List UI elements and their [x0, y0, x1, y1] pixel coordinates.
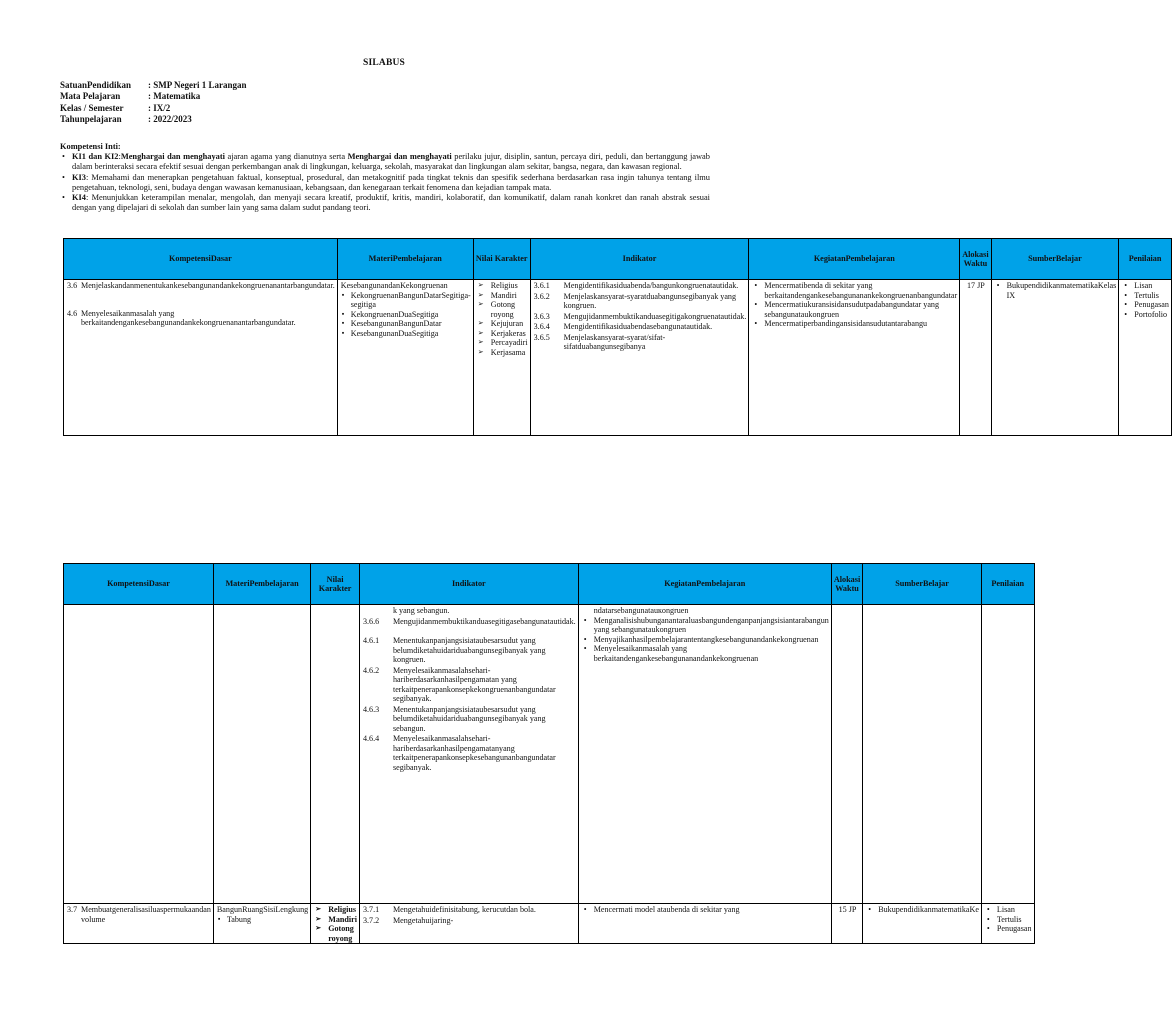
identity-label: SatuanPendidikan [60, 80, 132, 90]
indikator-text: Menjelaskansyarat-syarat/sifat-sifatduabangunsegibanya [563, 332, 666, 351]
indikator-text: Mengujidanmembuktikanduasegitigakongruenatautidak. [563, 311, 747, 321]
nilai-item: ➢ Mandiri [491, 291, 528, 301]
kd-number: 4.6 [67, 308, 78, 318]
indikator-text: Menjelaskansyarat-syaratduabangunsegibanyak yang kongruen. [563, 291, 737, 310]
indikator-item [534, 322, 747, 332]
kegiatan-cell [749, 280, 960, 436]
document-title: SILABUS [362, 58, 406, 68]
penilaian-item: • Lisan [1134, 281, 1169, 291]
kd-item [67, 309, 335, 328]
materi-cell: BangunRuangSisiLengkung ▪ Tabung [213, 904, 310, 944]
sumber-item: • BukupendidikanmatematikaKe [878, 905, 979, 915]
sumber-cell [991, 280, 1119, 436]
table-header-row [64, 564, 1035, 605]
nilai-item: ➢ Religius [328, 905, 357, 915]
ki-emphasis: Menghargai dan menghayati [347, 152, 452, 162]
indikator-item: k yang sebangun. [392, 606, 450, 615]
identity-value: : 2022/2023 [148, 114, 192, 125]
indikator-cell [359, 605, 578, 904]
penilaian-item: • Tertulis [1134, 291, 1169, 301]
sumber-cell [863, 904, 982, 944]
nilai-item: ➢ Kerjasama [491, 348, 528, 358]
nilai-cell [311, 904, 360, 944]
ki-text: : Menunjukkan keterampilan menalar, mengolah, dan menyaji secara kreatif, produktif, kritis, mandiri, kolaboratif, dan komunikatif, dalam ranah konkret dan ranah abstrak sesuai dengan yang dipelajari di sekolah dan sumber lain yang sama dalam sudut pandang teori. [72, 193, 710, 213]
indikator-number: 4.6.2 [362, 665, 380, 675]
column-header: Penilaian [981, 564, 1034, 605]
nilai-cell [473, 280, 530, 436]
identity-row [60, 114, 247, 125]
indikator-text: Mengidentifikasiduabendа/bangunkongruenatautidak. [563, 281, 739, 290]
identity-block [60, 80, 247, 126]
ki-text: perilaku jujur, disiplin, santun, percaya diri, peduli, dan bertanggung jawab dalam berinteraksi secara efektif sesuai dengan perkembangan anak di lingkungan, keluarga, sekolah, masyarakat dan lingkungan alam sekitar, bangsa, negara, dan kawasan regional. [72, 152, 710, 172]
column-header: Nilai Karakter [473, 239, 530, 280]
kegiatan-item: • Mencermatiukuransisidansudutpadabangundatar yang sebangunataukongruen [764, 300, 957, 319]
identity-row [60, 91, 247, 102]
indikator-text: Mengujidanmembuktikanduasegitigasebangunatautidak. [392, 616, 576, 626]
column-header: Alokasi Waktu [960, 239, 991, 280]
indikator-number: 4.6.4 [362, 734, 380, 743]
kegiatan-item: • Mencermatibenda di sekitar yang berkaitandengankesebangunanankekongruenanbangundatar [764, 281, 957, 300]
indikator-item [363, 617, 576, 627]
identity-value: : IX/2 [148, 102, 171, 113]
indikator-cell [530, 280, 749, 436]
identity-row [60, 80, 247, 91]
table-row [64, 280, 1172, 436]
indikator-number: 3.7.2 [362, 915, 380, 925]
alokasi-cell: 15 JP [831, 904, 862, 944]
ki-item [72, 173, 710, 193]
indikator-item [534, 333, 747, 352]
kegiatan-item: • Mencermatiperbandingansisidansudutantarabangu [764, 319, 957, 329]
nilai-item: ➢ Gotong royong [491, 300, 528, 319]
column-header: Indikator [359, 564, 578, 605]
alokasi-cell: 17 JP [960, 280, 991, 436]
kd-number: 3.6 [67, 281, 78, 290]
indikator-item [363, 905, 576, 915]
ki-emphasis: Menghargai dan menghayati [120, 152, 225, 162]
penilaian-item: • Portofolio [1134, 310, 1169, 320]
penilaian-item: • Penugasan [1134, 300, 1169, 310]
identity-value: : Matematika [148, 91, 201, 102]
ki-item [72, 152, 710, 172]
nilai-item: ➢ Kerjakeras [491, 329, 528, 339]
materi-cell [337, 280, 473, 436]
column-header: KompetensiDasar [64, 564, 214, 605]
column-header: KegiatanPembelajaran [578, 564, 831, 605]
indikator-number: 3.6.5 [533, 332, 550, 342]
penilaian-cell [981, 605, 1034, 904]
indikator-text: Menyelesaikanmasalahsehari-hariberdasarkanhasilpengamatanyang terkaitpenerapankonsepkesebangunanbangundatar segibanyak. [392, 734, 556, 772]
table-row [64, 904, 1035, 944]
nilai-item: ➢ Mandiri [328, 915, 357, 925]
column-header: MateriPembelajaran [213, 564, 310, 605]
indikator-item [534, 292, 747, 311]
indikator-item [363, 636, 576, 665]
kd-text: Menjelaskandanmenentukankesebangunandankekongruenanantarbangundatar. [81, 281, 335, 290]
indikator-text: Mengidentifikasiduabendasebangunatautidak. [563, 322, 713, 331]
kegiatan-cell [578, 605, 831, 904]
kegiatan-item: • Menyajikanhasilpembelajarantentangkesebangunandankekongruenan [594, 635, 829, 645]
indikator-number: 3.6.3 [533, 311, 550, 321]
indikator-item [534, 281, 747, 291]
indikator-text: Mengetahuidefinisitabung, kerucutdan bola. [392, 905, 536, 914]
sumber-item: • BukupendidikanmatematikaKelas IX [1007, 281, 1117, 300]
indikator-item [363, 734, 576, 772]
identity-row [60, 103, 247, 114]
ki-item [72, 193, 710, 213]
column-header: KegiatanPembelajaran [749, 239, 960, 280]
sumber-cell [863, 605, 982, 904]
materi-title: KesebangunandanKekongruenan [340, 281, 448, 290]
indikator-cell [359, 904, 578, 944]
ki-text: ajaran agama yang dianutnya serta [224, 152, 348, 162]
penilaian-cell [1119, 280, 1172, 436]
indikator-item [363, 705, 576, 734]
indikator-number: 4.6.1 [362, 636, 380, 645]
column-header: Indikator [530, 239, 749, 280]
penilaian-item: • Penugasan [997, 924, 1032, 934]
materi-item: ▪ KekongruenanDuaSegitiga [351, 310, 471, 320]
ki-key: KI4 [72, 193, 86, 203]
materi-item: ▪ Tabung [227, 915, 308, 925]
penilaian-cell [981, 904, 1034, 944]
indikator-item [363, 666, 576, 704]
ki-sep: : [118, 152, 121, 162]
indikator-number: 3.6.1 [533, 281, 550, 290]
ki-text: : Memahami dan menerapkan pengetahuan faktual, konseptual, prosedural, dan metakognitif pada tingkat teknis dan spesifik sederhana berdasarkan rasa ingin tahunya tentang ilmu pengetahuan, teknologi, seni, budaya dengan wawasan kemanusiaan, kebangsaan, dan kenegaraan terkait fenomena dan kejadian tampak mata. [72, 172, 710, 192]
table-row [64, 605, 1035, 904]
identity-label: Tahunpelajaran [60, 114, 122, 125]
table-header-row [64, 239, 1172, 280]
indikator-text: Menentukanpanjangsisiataubesarsudut yang belumdiketahuidariduabangunsegibanyak yang kongruen. [392, 636, 546, 664]
penilaian-item: • Lisan [997, 905, 1032, 915]
indikator-number: 3.7.1 [362, 905, 380, 914]
indikator-text: Mengetahuijaring- [392, 915, 454, 925]
column-header: MateriPembelajaran [337, 239, 473, 280]
indikator-number: 3.6.6 [362, 616, 380, 626]
syllabus-table-2 [63, 563, 1035, 944]
ki-key: KI3 [72, 172, 86, 182]
identity-value: : SMP Negeri 1 Larangan [148, 80, 247, 90]
indikator-item [363, 916, 576, 926]
kegiatan-cell [578, 904, 831, 944]
kegiatan-item: • Menganalisishubunganantaraluasbangundenganpanjangsisiantarabangun yang sebangunataukongruen [594, 616, 829, 635]
indikator-text: Menentukanpanjangsisiataubesarsudut yang belumdiketahuidariduabangunsegibanyak yang sebangun. [392, 704, 546, 733]
indikator-number: 4.6.3 [362, 704, 380, 714]
column-header: Penilaian [1119, 239, 1172, 280]
indikator-text: Menyelesaikanmasalahsehari-hariberdasarkanhasilpengamatan yang terkaitpenerapankonsepkekongruenanbangundatar segibanyak. [392, 665, 556, 703]
kompetensi-inti [60, 142, 710, 213]
materi-item: ▪ KekongruenanBangunDatarSegitiga-segitiga [351, 291, 471, 310]
nilai-item: ➢ Religius [491, 281, 528, 291]
nilai-item: ➢ Gotong royong [328, 924, 357, 943]
column-header: Nilai Karakter [311, 564, 360, 605]
kd-cell [64, 280, 338, 436]
nilai-item: ➢ Percayadiri [491, 338, 528, 348]
materi-cell [213, 605, 310, 904]
kd-cell [64, 605, 214, 904]
penilaian-item: • Tertulis [997, 915, 1032, 925]
ki-heading: Kompetensi Inti: [60, 142, 121, 151]
column-header: SumberBelajar [863, 564, 982, 605]
indikator-number: 3.6.2 [533, 291, 550, 301]
column-header: Alokasi Waktu [831, 564, 862, 605]
kegiatan-item: • Mencermati model ataubenda di sekitar yang [594, 905, 829, 915]
kd-text: Menyelesaikanmasalah yang berkaitandengankesebangunandankekongruenanantarbangundatar. [81, 308, 296, 327]
syllabus-table-1 [63, 238, 1172, 436]
column-header: KompetensiDasar [64, 239, 338, 280]
kegiatan-continued: ndatarsebangunatauкongruen [593, 606, 689, 615]
ki-list [60, 152, 710, 213]
indikator-item [534, 312, 747, 322]
indikator-number: 3.6.4 [533, 322, 550, 331]
ki-key: KI1 dan KI2 [72, 152, 119, 162]
kd-item [67, 281, 335, 291]
materi-item: ▪ KesebangunanBangunDatar [351, 319, 471, 329]
materi-item: ▪ KesebangunanDuaSegitiga [351, 329, 471, 339]
kd-cell: 3.7 Membuatgeneralisasiluaspermukaandan volume [64, 904, 214, 944]
column-header: SumberBelajar [991, 239, 1119, 280]
identity-label: Kelas / Semester [60, 102, 124, 113]
kegiatan-item: • Menyelesaikanmasalah yang berkaitandengankesebangunanandankekongruenan [594, 644, 829, 663]
nilai-item: ➢ Kejujuran [491, 319, 528, 329]
nilai-cell [311, 605, 360, 904]
alokasi-cell [831, 605, 862, 904]
identity-label: Mata Pelajaran [60, 91, 121, 102]
